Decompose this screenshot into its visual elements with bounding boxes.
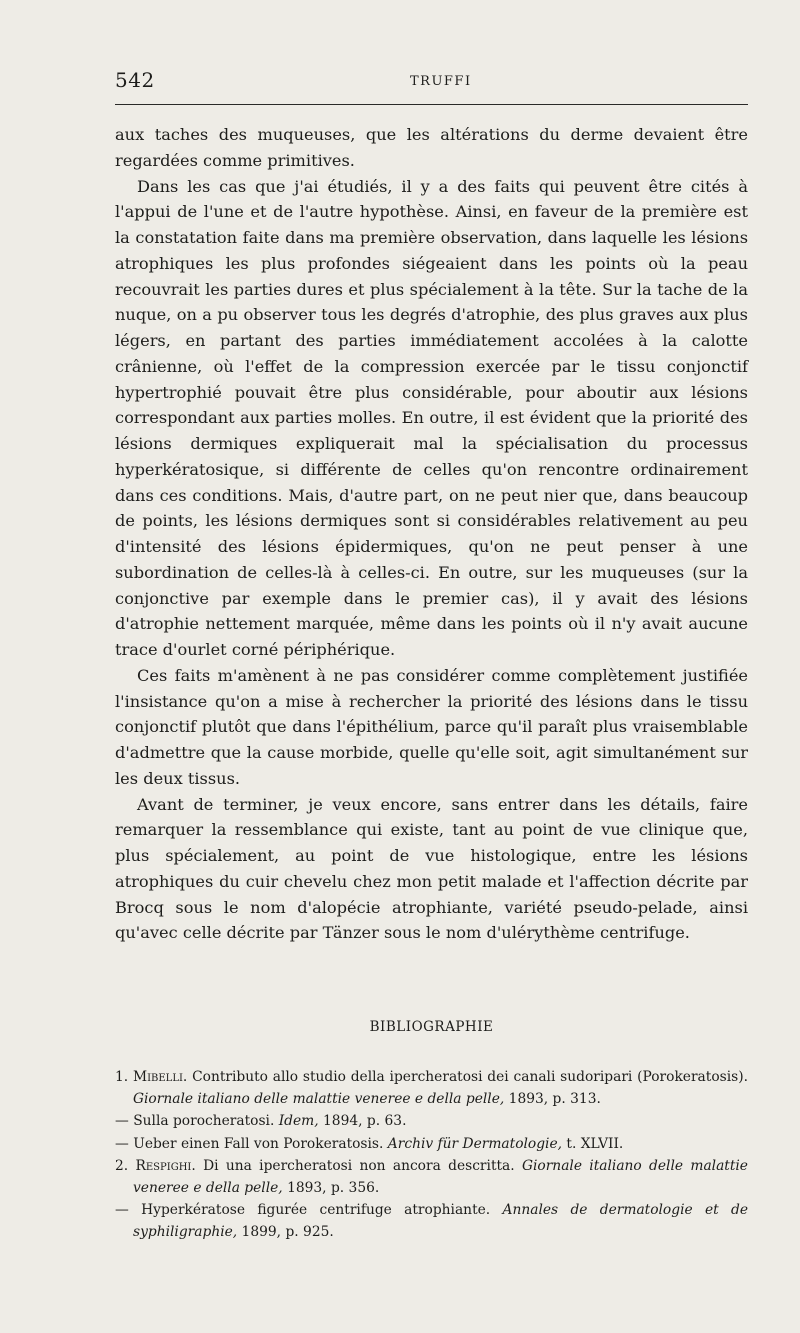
entry-author: Respighi. <box>135 1157 196 1174</box>
entry-journal: Annales de dermatologie et de syphiligraphie, <box>133 1202 749 1241</box>
entry-title: Sulla porocheratosi. <box>133 1113 279 1130</box>
entry-number: 1. <box>115 1069 133 1085</box>
entry-journal: Giornale italiano delle malattie veneree e della pelle, <box>133 1157 748 1197</box>
entry-title: Hyperkératose figurée centrifuge atrophiante. <box>141 1202 503 1219</box>
body-text <box>115 122 748 946</box>
entry-dash: — <box>115 1113 134 1130</box>
entry-reference: t. XLVII. <box>562 1135 624 1152</box>
bibliography-entry <box>115 1066 748 1110</box>
entry-number: 2. <box>115 1157 136 1174</box>
paragraph: Ces faits m'amènent à ne pas considérer comme complètement justifiée l'insistance qu'on a mise à rechercher la priorité des lésions dans le tissu conjonctif plutôt que dans l'épithélium, parce qu'il paraît plus vraisemblable d'admettre que la cause morbide, quelle qu'elle soit, agit simultanément sur les deux tissus. <box>115 665 748 788</box>
entry-dash: — <box>115 1135 134 1152</box>
bibliography-title: BIBLIOGRAPHIE <box>369 1019 494 1035</box>
entry-journal: Archiv für Dermatologie, <box>387 1135 563 1152</box>
bibliography-entry <box>115 1110 748 1132</box>
bibliography-entry <box>115 1199 748 1243</box>
running-title: TRUFFI <box>410 74 472 89</box>
entry-reference: 1894, p. 63. <box>318 1113 407 1130</box>
bibliography-entry <box>115 1155 748 1199</box>
entry-title: Di una ipercheratosi non ancora descritta. <box>195 1157 522 1174</box>
entry-reference: 1899, p. 925. <box>237 1224 334 1241</box>
page-header <box>115 68 748 98</box>
paragraph: aux taches des muqueuses, que les altérations du derme devaient être regardées comme primitives. <box>115 125 748 170</box>
entry-title: Contributo allo studio della ipercheratosi dei canali sudoripari (Porokeratosis). <box>187 1069 748 1085</box>
entry-dash: — <box>115 1202 142 1219</box>
entry-author: Mibelli. <box>132 1069 188 1085</box>
page-number: 542 <box>115 68 155 92</box>
paragraph: Avant de terminer, je veux encore, sans entrer dans les détails, faire remarquer la ressemblance qui existe, tant au point de vue clinique que, plus spécialement, au point de vue histologique, entre les lésions atrophiques du cuir chevelu chez mon petit malade et l'affection décrite par Brocq sous le nom d'alopécie atrophiante, variété pseudo-pelade, ainsi qu'avec celle décrite par Tänzer sous le nom d'ulérythème centrifuge. <box>115 794 748 943</box>
bibliography-entry <box>115 1133 748 1155</box>
entry-reference: 1893, p. 356. <box>282 1180 380 1197</box>
bibliography-list <box>115 1066 748 1244</box>
entry-title: Ueber einen Fall von Porokeratosis. <box>133 1135 388 1152</box>
entry-reference: 1893, p. 313. <box>504 1091 601 1108</box>
paragraph: Dans les cas que j'ai étudiés, il y a des faits qui peuvent être cités à l'appui de l'une et de l'autre hypothèse. Ainsi, en faveur de la première est la constatation faite dans ma première observation, dans laquelle les lésions atrophiques les plus profondes siégeaient dans les points où la peau recouvrait les parties dures et plus spécialement à la tête. Sur la tache de la nuque, on a pu observer tous les degrés d'atrophie, des plus graves aux plus légers, en partant des parties immédiatement accolées à la calotte crânienne, où l'effet de la compression exercée par le tissu conjonctif hypertrophié pouvait être plus considérable, pour aboutir aux lésions correspondant aux parties molles. En outre, il est évident que la priorité des lésions dermiques expliquerait mal la spécialisation du processus hyperkératosique, si différente de celles qu'on rencontre ordinairement dans ces conditions. Mais, d'autre part, on ne peut nier que, dans beaucoup de points, les lésions dermiques sont si considérables relativement au peu d'intensité des lésions épidermiques, qu'on ne peut penser à une subordination de celles-là à celles-ci. En outre, sur les muqueuses (sur la conjonctive par exemple dans le premier cas), il y avait des lésions d'atrophie nettement marquée, même dans les points où il n'y avait aucune trace d'ourlet corné périphérique. <box>115 176 748 659</box>
header-rule <box>115 104 748 105</box>
entry-journal: Giornale italiano delle malattie veneree e della pelle, <box>133 1091 505 1108</box>
entry-journal: Idem, <box>278 1113 319 1130</box>
